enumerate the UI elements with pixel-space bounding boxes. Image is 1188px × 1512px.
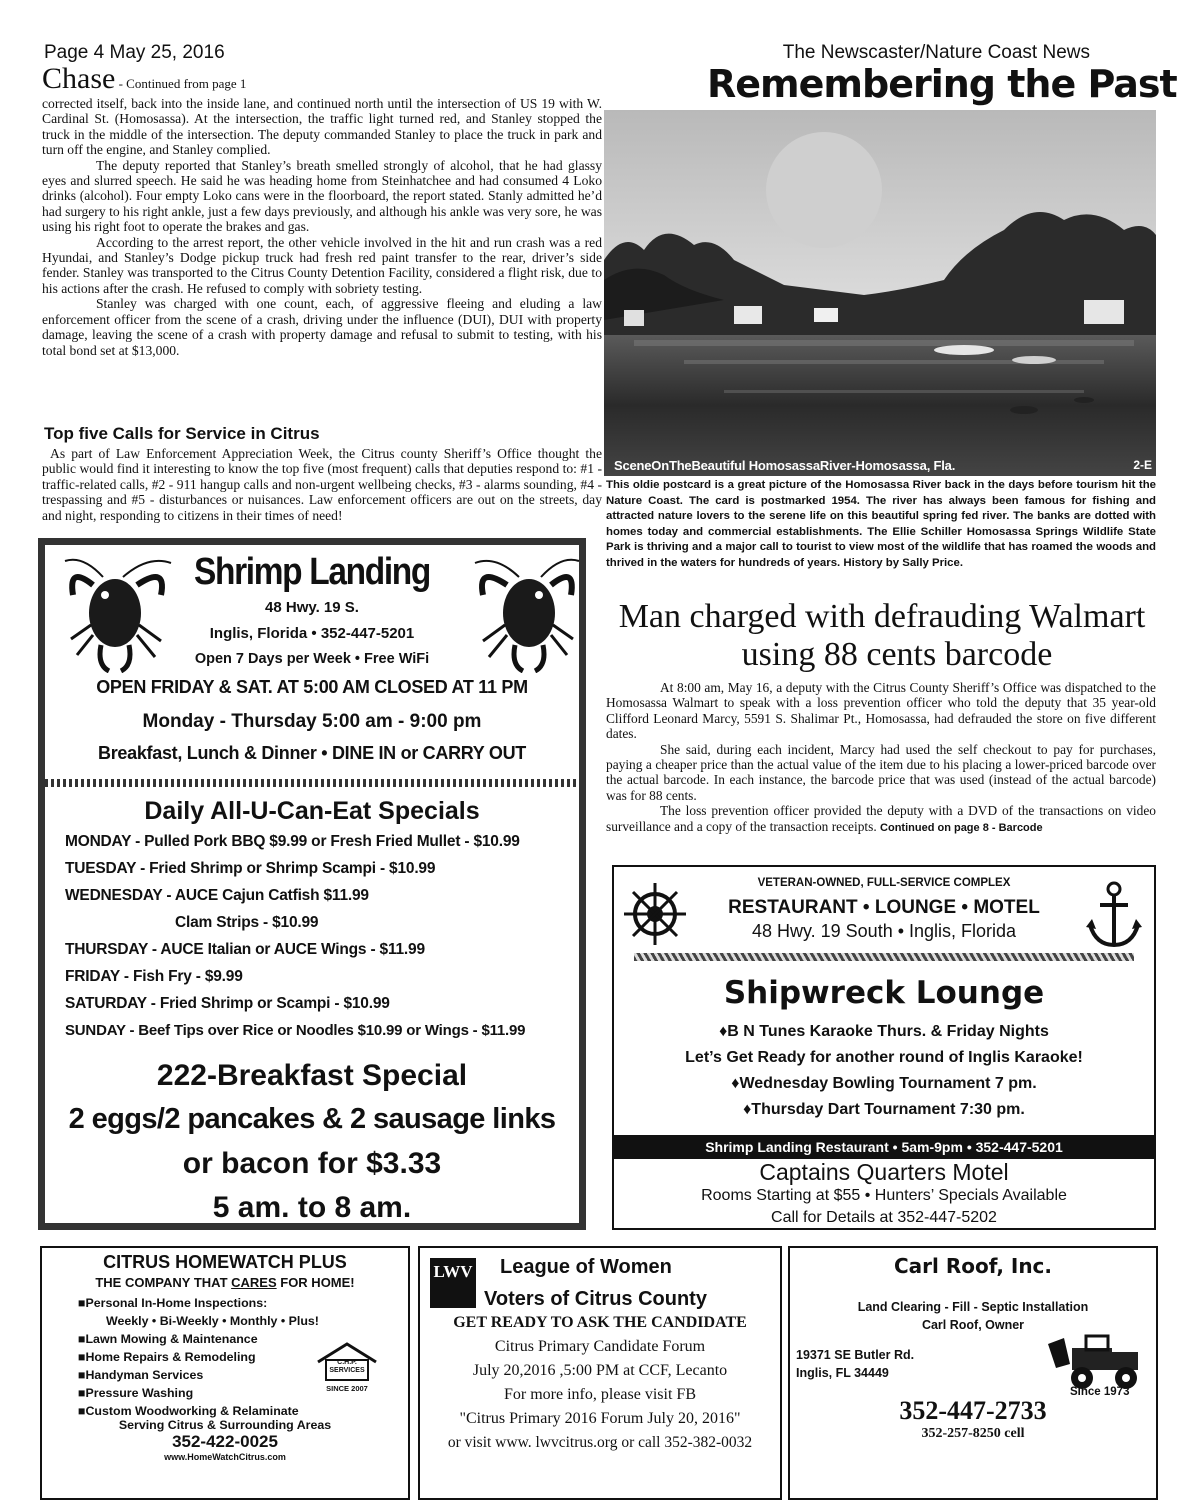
homewatch-service: ■Lawn Mowing & Maintenance (78, 1332, 258, 1346)
shipwreck-event: ♦Thursday Dart Tournament 7:30 pm. (743, 1101, 1025, 1118)
carl-roof-services: Land Clearing - Fill - Septic Installation (857, 1300, 1089, 1314)
lwv-name-line: League of Women (500, 1256, 672, 1278)
lwv-forum-line: July 20,2016 ,5:00 PM at CCF, Lecanto (472, 1362, 728, 1379)
chase-headline (42, 62, 602, 96)
chase-paragraph: corrected itself, back into the inside lane, and continued north until the intersection of US 19 with W. Cardinal St. (Homosassa). At the intersection, the traffic light turned red, and Stanley stopped the truck in the middle of the intersection. The deputy commanded Stanley to place the truck in park and turn off the engine, and Stanley complied. (42, 96, 602, 158)
postcard-photo-caption: This oldie postcard is a great picture of the Homosassa River back in the days before tourism hit the Nature Coast. The card is postmarked 1954. The river has always been famous for fishing and attracted nature lovers to the serene life on this beautiful spring fed river. The banks are dotted with homes today and commercial establishments. The Ellie Schiller Homosassa Springs Wildlife State Park is thriving and a major call to tourist to view most of the wildlife that has roamed the woods and thrived in the waters for hundreds of years. History by Sally Price. (606, 479, 1156, 569)
chp-logo-text: C.H.P. (337, 1359, 357, 1366)
shrimp-landing-name: Shrimp Landing (193, 551, 431, 593)
shrimp-landing-city-phone: Inglis, Florida • 352-447-5201 (209, 625, 415, 642)
chp-logo-since: SINCE 2007 (326, 1384, 368, 1393)
special-item: TUESDAY - Fried Shrimp or Shrimp Scampi - $10.99 (65, 860, 436, 877)
breakfast-special-line: 2 eggs/2 pancakes & 2 sausage links (68, 1103, 556, 1135)
special-item: THURSDAY - AUCE Italian or AUCE Wings - $11.99 (65, 941, 425, 958)
carl-roof-phone: 352-447-2733 (899, 1396, 1047, 1425)
shrimp-landing-open: Open 7 Days per Week • Free WiFi (194, 651, 430, 667)
carl-roof-name: Carl Roof, Inc. (893, 1254, 1053, 1278)
page-number-date: Page 4 May 25, 2016 (44, 42, 225, 63)
league-of-women-voters-ad (418, 1246, 782, 1500)
lwv-ask-candidate: GET READY TO ASK THE CANDIDATE (453, 1314, 747, 1331)
shrimp-landing-ad (38, 538, 586, 1230)
homosassa-river-postcard-photo (604, 110, 1156, 476)
walmart-continued-label: Continued on page 8 - Barcode (880, 821, 1043, 834)
shipwreck-services: RESTAURANT • LOUNGE • MOTEL (728, 897, 1040, 918)
chp-services-logo (314, 1342, 380, 1394)
homewatch-service: ■Handyman Services (78, 1368, 204, 1382)
motel-rates: Rooms Starting at $55 • Hunters’ Specials Available (701, 1187, 1067, 1204)
homewatch-service: ■Custom Woodworking & Relaminate (78, 1404, 299, 1418)
rope-divider (634, 953, 1134, 961)
special-item: MONDAY - Pulled Pork BBQ $9.99 or Fresh Fried Mullet - $10.99 (65, 833, 520, 850)
carl-roof-since: Since 1973 (1070, 1386, 1130, 1398)
carl-roof-ad (788, 1246, 1158, 1500)
specials-title: Daily All-U-Can-Eat Specials (144, 797, 480, 825)
shipwreck-address: 48 Hwy. 19 South • Inglis, Florida (751, 921, 1017, 941)
walmart-headline-line: Man charged with defrauding Walmart (618, 598, 1146, 635)
special-item: SATURDAY - Fried Shrimp or Scampi - $10.99 (65, 995, 390, 1012)
motel-phone: Call for Details at 352-447-5202 (771, 1209, 997, 1226)
homewatch-name: CITRUS HOMEWATCH PLUS (103, 1252, 347, 1272)
homewatch-website: www.HomeWatchCitrus.com (164, 1452, 286, 1462)
shrimp-landing-weekday-hours: Monday - Thursday 5:00 am - 9:00 pm (142, 711, 482, 732)
postcard-caption-text: SceneOnTheBeautiful HomosassaRiver-Homosassa, Fla. (614, 458, 956, 473)
breakfast-special-line: or bacon for $3.33 (182, 1147, 442, 1180)
lwv-forum-line: "Citrus Primary 2016 Forum July 20, 2016" (459, 1410, 741, 1427)
shrimp-landing-bar: Shrimp Landing Restaurant • 5am-9pm • 352-447-5201 (614, 1135, 1154, 1159)
shrimp-landing-address: 48 Hwy. 19 S. (265, 599, 359, 616)
walmart-headline-line: using 88 cents barcode (741, 636, 1053, 673)
shipwreck-lounge-ad (612, 865, 1156, 1230)
lwv-name-line: Voters of Citrus County (484, 1288, 707, 1310)
walmart-paragraph-text: The loss prevention officer provided the deputy with a DVD of the transactions on video surveillance and a copy of the transaction receipts. (606, 803, 1156, 834)
carl-roof-owner: Carl Roof, Owner (921, 1318, 1025, 1332)
top-five-article-body (42, 446, 602, 523)
homewatch-serving: Serving Citrus & Surrounding Areas (118, 1418, 332, 1432)
homewatch-service: Weekly • Bi-Weekly • Monthly • Plus! (106, 1314, 319, 1328)
walmart-paragraph: She said, during each incident, Marcy had used the self checkout to pay for purchases, paying a cheaper price than the actual value of the item due to his placing a lower-priced barcode over the actual barcode. In each instance, the barcode price that was used (instead of the actual barcode) was for 88 cents. (606, 741, 1156, 803)
walmart-headline (604, 598, 1160, 674)
special-item: SUNDAY - Beef Tips over Rice or Noodles $10.99 or Wings - $11.99 (65, 1022, 526, 1039)
shrimp-landing-weekend-hours: OPEN FRIDAY & SAT. AT 5:00 AM CLOSED AT 11 PM (96, 677, 528, 697)
lwv-forum-line: For more info, please visit FB (504, 1386, 696, 1403)
bulldozer-icon (1046, 1334, 1146, 1390)
breakfast-special-title: 222-Breakfast Special (156, 1059, 468, 1092)
citrus-homewatch-ad (40, 1246, 410, 1500)
special-item: FRIDAY - Fish Fry - $9.99 (65, 968, 243, 985)
chp-logo-services: SERVICES (329, 1367, 365, 1374)
lwv-logo (430, 1258, 476, 1308)
postcard-caption-strip (604, 458, 1156, 476)
homewatch-phone: 352-422-0025 (172, 1432, 278, 1451)
chase-paragraph: According to the arrest report, the other vehicle involved in the hit and run crash was a red Hyundai, and Stanley’s Dodge pickup truck had fresh red paint transfer to the rear, driver’s side fender. Stanley was transported to the Citrus County Detention Facility, considered a flight risk, due to his actions after the crash. He refused to comply with sobriety testing. (42, 234, 602, 296)
breakfast-special-time: 5 am. to 8 am. (212, 1191, 412, 1224)
top-five-paragraph: As part of Law Enforcement Appreciation Week, the Citrus county Sheriff’s Office thought the public would find it interesting to know the top five (most frequent) calls that deputies respond to: #1 - traffic-related calls, #2 - 911 hangup calls and non-urgent wellbeing checks, #3 - alarms sounding, #4 - trespassing and #5 - disturbances or nuisances. Law enforcement officers are out on the streets, day and night, responding to citizens in their times of need! (42, 446, 602, 523)
postcard-code: 2-E (1133, 458, 1152, 472)
remembering-past-title: Remembering the Past (707, 62, 1177, 106)
shipwreck-event: ♦Wednesday Bowling Tournament 7 pm. (731, 1075, 1037, 1092)
captains-quarters-motel: Captains Quarters Motel (759, 1159, 1009, 1185)
walmart-paragraph: At 8:00 am, May 16, a deputy with the Citrus County Sheriff’s Office was dispatched to the Homosassa Walmart to speak with a loss prevention officer who told the deputy that 35 year-old Clifford Leonard Marcy, 5591 S. Shalimar Pt., Homosassa, had defrauded the store on five different dates. (606, 680, 1156, 742)
chase-paragraph: The deputy reported that Stanley’s breath smelled strongly of alcohol, that he had glassy eyes and slurred speech. He said he was heading home from Steinhatchee and had consumed 4 Loko drinks (alcohol). Four empty Loko cans were in the floorboard, the report stated. Stanly admitted he’d had surgery to his right ankle, just a few days previously, and although his ankle was very sore, he was using his right foot to operate the brakes and gas. (42, 157, 602, 235)
homewatch-service: ■Personal In-Home Inspections: (78, 1296, 268, 1310)
shrimp-landing-meals: Breakfast, Lunch & Dinner • DINE IN or CARRY OUT (98, 743, 526, 763)
special-item: WEDNESDAY - AUCE Cajun Catfish $11.99 (65, 887, 369, 904)
walmart-paragraph (606, 803, 1156, 836)
publication-name: The Newscaster/Nature Coast News (782, 42, 1090, 63)
walmart-article-body (606, 680, 1156, 836)
special-item: Clam Strips - $10.99 (175, 914, 319, 931)
shipwreck-event: Let’s Get Ready for another round of Inglis Karaoke! (685, 1049, 1083, 1066)
lwv-logo-text: LWV (433, 1262, 473, 1281)
top-five-headline: Top five Calls for Service in Citrus (44, 424, 320, 443)
homewatch-slogan: THE COMPANY THAT CARES FOR HOME! (95, 1275, 355, 1290)
carl-roof-cell: 352-257-8250 cell (921, 1426, 1025, 1441)
decorative-divider (45, 779, 579, 787)
shipwreck-tagline: VETERAN-OWNED, FULL-SERVICE COMPLEX (757, 877, 1011, 889)
lwv-forum-line: or visit www. lwvcitrus.org or call 352-382-0032 (447, 1434, 753, 1451)
homewatch-service: ■Pressure Washing (78, 1386, 194, 1400)
chase-paragraph: Stanley was charged with one count, each, of aggressive fleeing and eluding a law enforcement officer from the scene of a crash, driving under the influence (DUI), DUI with property damage, leaving the scene of a crash with property damage and refusal to submit to testing, with his total bond set at $13,000. (42, 296, 602, 358)
chase-continued-label: - Continued from page 1 (115, 76, 247, 91)
chase-title: Chase (42, 62, 116, 95)
shipwreck-lounge-name: Shipwreck Lounge (723, 975, 1045, 1011)
carl-roof-address: 19371 SE Butler Rd. (796, 1348, 915, 1362)
chase-article-body (42, 96, 602, 358)
carl-roof-city: Inglis, FL 34449 (796, 1366, 889, 1380)
lwv-forum-line: Citrus Primary Candidate Forum (494, 1338, 706, 1355)
shipwreck-event: ♦B N Tunes Karaoke Thurs. & Friday Nights (719, 1023, 1049, 1040)
homewatch-service: ■Home Repairs & Remodeling (78, 1350, 256, 1364)
